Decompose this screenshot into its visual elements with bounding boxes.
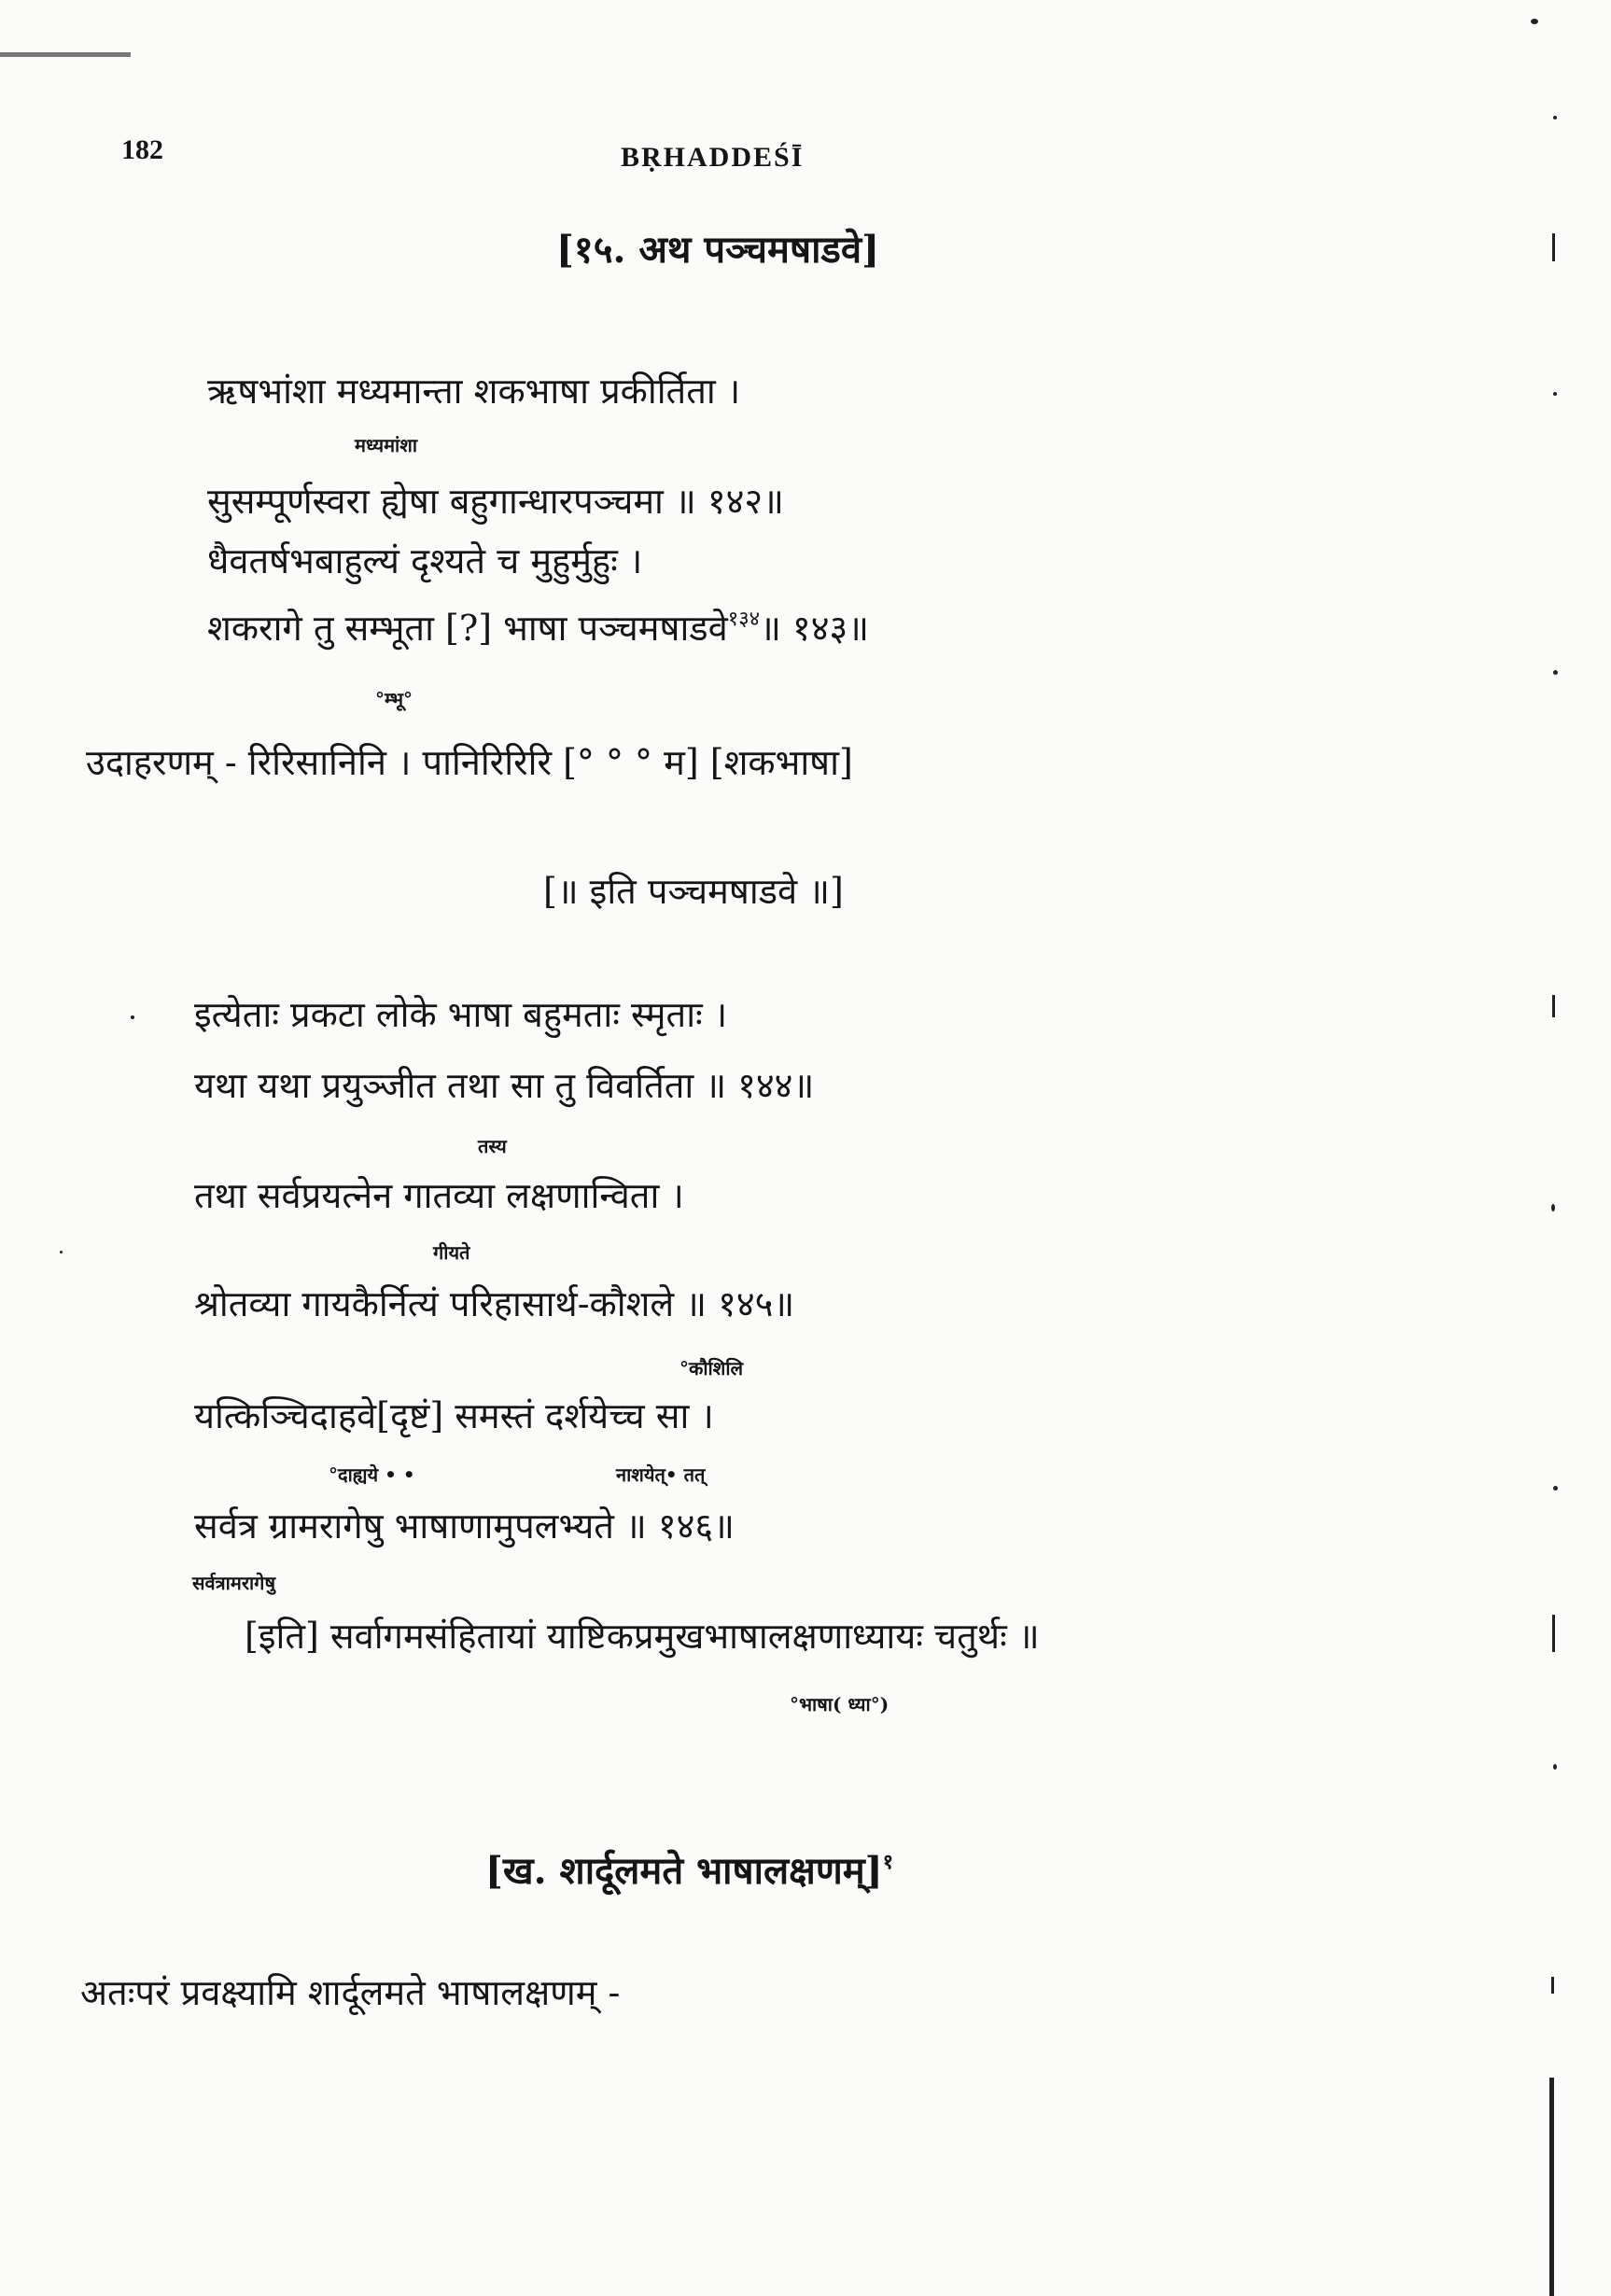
variant-note-1: मध्यमांशा xyxy=(355,434,417,456)
verse-line-4 xyxy=(207,603,869,651)
scan-speck xyxy=(1553,1764,1557,1770)
verse-line-7: तथा सर्वप्रयत्नेन गातव्या लक्षणान्विता । xyxy=(194,1175,684,1216)
variant-note-6a: °दाह्यये • • xyxy=(329,1463,415,1486)
scan-mark xyxy=(1552,995,1555,1017)
section-colophon: [॥ इति पञ्चमषाडवे ॥] xyxy=(543,871,844,912)
variant-note-4: गीयते xyxy=(433,1241,470,1264)
page-number: 182 xyxy=(121,134,163,165)
section-heading-15: [१५. अथ पञ्चमषाडवे] xyxy=(556,228,879,272)
running-title: BṚHADDEŚĪ xyxy=(621,142,805,173)
scan-mark xyxy=(1551,1977,1554,1994)
footnote-marker-b: १ xyxy=(882,1850,894,1874)
intro-line: अतःपरं प्रवक्ष्यामि शार्दूलमते भाषालक्षणम् - xyxy=(80,1972,621,2013)
verse-line-1: ऋषभांशा मध्यमान्ता शकभाषा प्रकीर्तिता । xyxy=(207,371,741,412)
chapter-colophon: [इति] सर्वागमसंहितायां याष्टिकप्रमुखभाषालक्षणाध्यायः चतुर्थः ॥ xyxy=(245,1616,1040,1657)
scan-speck xyxy=(1553,670,1558,675)
scan-speck xyxy=(1553,392,1557,396)
scan-mark xyxy=(1552,1615,1555,1652)
scan-noise xyxy=(0,52,131,57)
scan-speck xyxy=(1551,1204,1555,1211)
scan-speck xyxy=(60,1251,63,1253)
section-heading-b xyxy=(485,1843,893,1895)
variant-note-5: °कौशिलि xyxy=(679,1357,744,1379)
variant-note-6b: नाशयेत्• तत् xyxy=(616,1463,706,1486)
scan-speck xyxy=(1531,19,1538,24)
example-line: उदाहरणम् - रिरिसानिनि । पानिरिरिरि [° ° ° म] [शकभाषा] xyxy=(86,742,853,783)
scan-mark xyxy=(1552,233,1555,261)
verse-line-5: इत्येताः प्रकटा लोके भाषा बहुमताः स्मृताः । xyxy=(194,994,728,1035)
scan-speck xyxy=(131,1015,134,1019)
scan-edge-line xyxy=(1549,2078,1554,2296)
variant-note-3: तस्य xyxy=(478,1135,507,1157)
variant-note-2: °म्भू° xyxy=(375,688,413,710)
verse-number: ॥ १४३॥ xyxy=(760,608,869,649)
scan-speck xyxy=(1553,1486,1558,1491)
verse-line-2: सुसम्पूर्णस्वरा ह्येषा बहुगान्धारपञ्चमा ॥ १४२॥ xyxy=(207,481,784,522)
variant-note-7: सर्वत्रामरागेषु xyxy=(192,1572,275,1594)
verse-line-3: धैवतर्षभबाहुल्यं दृश्यते च मुहुर्मुहुः । xyxy=(207,540,643,581)
scan-speck xyxy=(1553,116,1557,119)
verse-line-10: सर्वत्र ग्रामरागेषु भाषाणामुपलभ्यते ॥ १४६॥ xyxy=(194,1505,735,1547)
verse-line-4-text: शकरागे तु सम्भूता [?] भाषा पञ्चमषाडवे xyxy=(207,608,728,649)
verse-line-8: श्रोतव्या गायकैर्नित्यं परिहासार्थ-कौशले ॥ १४५॥ xyxy=(194,1283,795,1324)
verse-line-6: यथा यथा प्रयुञ्जीत तथा सा तु विवर्तिता ॥ १४४॥ xyxy=(194,1065,815,1106)
section-heading-b-text: [ख. शार्दूलमते भाषालक्षणम्] xyxy=(485,1849,883,1893)
verse-line-9: यत्किञ्चिदाहवे[दृष्टं] समस्तं दर्शयेच्च सा । xyxy=(194,1395,714,1436)
variant-note-8: °भाषा( ध्या°) xyxy=(790,1693,890,1715)
footnote-marker: १३४ xyxy=(727,608,761,631)
